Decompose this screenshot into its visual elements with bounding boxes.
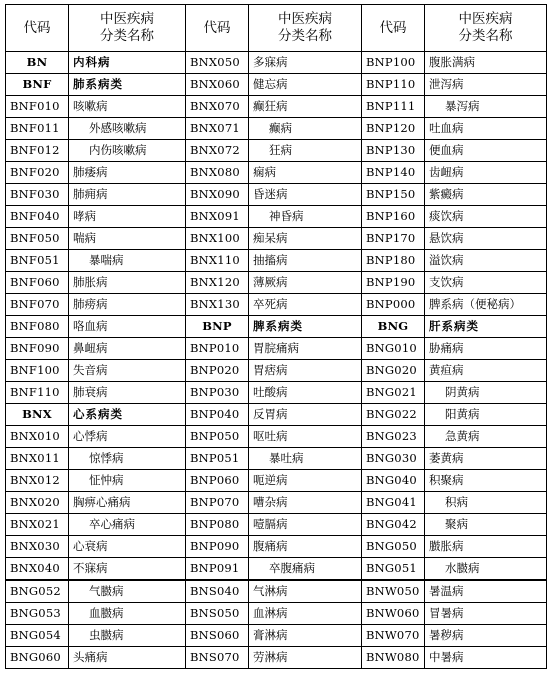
disease-name-cell: 胃痞病 [249, 360, 362, 382]
disease-name-cell: 神昏病 [249, 206, 362, 228]
disease-name-cell: 喘病 [69, 228, 186, 250]
disease-name-cell: 痫病 [249, 162, 362, 184]
disease-code-cell: BNF110 [6, 382, 69, 404]
disease-code-cell: BNP091 [186, 558, 249, 581]
disease-name-cell: 中暑病 [425, 647, 547, 669]
disease-name-cell: 胁痛病 [425, 338, 547, 360]
disease-code-cell: BNP100 [362, 52, 425, 74]
disease-name-cell: 呃逆病 [249, 470, 362, 492]
disease-name-cell: 多寐病 [249, 52, 362, 74]
disease-name-cell: 气淋病 [249, 580, 362, 603]
table-row [6, 580, 547, 603]
table-row [6, 184, 547, 206]
disease-name-cell: 聚病 [425, 514, 547, 536]
disease-code-cell: BNP130 [362, 140, 425, 162]
disease-code-cell: BNX070 [186, 96, 249, 118]
table-row [6, 426, 547, 448]
disease-code-cell: BNG010 [362, 338, 425, 360]
disease-code-cell: BNS050 [186, 603, 249, 625]
disease-name-cell: 暑温病 [425, 580, 547, 603]
table-row [6, 382, 547, 404]
disease-code-cell: BNF011 [6, 118, 69, 140]
disease-name-cell: 咳嗽病 [69, 96, 186, 118]
disease-code-cell: BNG051 [362, 558, 425, 581]
disease-code-cell: BNP120 [362, 118, 425, 140]
table-row [6, 294, 547, 316]
disease-name-cell: 呕吐病 [249, 426, 362, 448]
disease-code-cell: BNX011 [6, 448, 69, 470]
column-header-code: 代码 [6, 5, 69, 52]
disease-code-cell: BNP110 [362, 74, 425, 96]
category-name-cell: 内科病 [69, 52, 186, 74]
disease-name-cell: 劳淋病 [249, 647, 362, 669]
disease-code-cell: BNX010 [6, 426, 69, 448]
disease-name-cell: 支饮病 [425, 272, 547, 294]
disease-code-cell: BNX040 [6, 558, 69, 581]
table-row [6, 625, 547, 647]
category-name-cell: 肺系病类 [69, 74, 186, 96]
disease-code-cell: BNX012 [6, 470, 69, 492]
disease-code-cell: BNF100 [6, 360, 69, 382]
disease-code-cell: BNG060 [6, 647, 69, 669]
disease-name-cell: 肺痈病 [69, 184, 186, 206]
column-header-name-line2: 分类名称 [458, 28, 513, 44]
table-row [6, 250, 547, 272]
disease-name-cell: 失音病 [69, 360, 186, 382]
disease-code-cell: BNW080 [362, 647, 425, 669]
disease-code-cell: BNX080 [186, 162, 249, 184]
disease-code-cell: BNX020 [6, 492, 69, 514]
disease-code-cell: BNF030 [6, 184, 69, 206]
disease-name-cell: 腹痛病 [249, 536, 362, 558]
disease-code-cell: BNX091 [186, 206, 249, 228]
table-row [6, 448, 547, 470]
disease-code-cell: BNG053 [6, 603, 69, 625]
column-header-name-line2: 分类名称 [100, 28, 154, 44]
disease-name-cell: 肺衰病 [69, 382, 186, 404]
disease-name-cell: 积病 [425, 492, 547, 514]
disease-name-cell: 便血病 [425, 140, 547, 162]
disease-name-cell: 溢饮病 [425, 250, 547, 272]
disease-name-cell: 癫狂病 [249, 96, 362, 118]
disease-name-cell: 内伤咳嗽病 [69, 140, 186, 162]
disease-code-cell: BNX100 [186, 228, 249, 250]
table-row [6, 206, 547, 228]
disease-name-cell: 急黄病 [425, 426, 547, 448]
table-row [6, 536, 547, 558]
table-row [6, 52, 547, 74]
disease-name-cell: 吐酸病 [249, 382, 362, 404]
category-code-cell: BNG [362, 316, 425, 338]
disease-code-cell: BNX071 [186, 118, 249, 140]
disease-name-cell: 健忘病 [249, 74, 362, 96]
disease-name-cell: 头痛病 [69, 647, 186, 669]
column-header-name-line1: 中医疾病 [278, 11, 332, 27]
table-row [6, 647, 547, 669]
disease-code-cell: BNF051 [6, 250, 69, 272]
disease-name-cell: 阳黄病 [425, 404, 547, 426]
disease-code-cell: BNX130 [186, 294, 249, 316]
disease-name-cell: 咯血病 [69, 316, 186, 338]
disease-code-cell: BNF070 [6, 294, 69, 316]
disease-name-cell: 惊悸病 [69, 448, 186, 470]
table-row [6, 96, 547, 118]
disease-code-cell: BNF020 [6, 162, 69, 184]
column-header-name [425, 5, 547, 52]
disease-name-cell: 卒腹痛病 [249, 558, 362, 581]
disease-code-cell: BNW070 [362, 625, 425, 647]
disease-code-cell: BNP040 [186, 404, 249, 426]
disease-name-cell: 胸痹心痛病 [69, 492, 186, 514]
disease-name-cell: 冒暑病 [425, 603, 547, 625]
table-row [6, 360, 547, 382]
disease-name-cell: 心衰病 [69, 536, 186, 558]
disease-name-cell: 嘈杂病 [249, 492, 362, 514]
disease-name-cell: 昏迷病 [249, 184, 362, 206]
disease-name-cell: 泄泻病 [425, 74, 547, 96]
category-name-cell: 心系病类 [69, 404, 186, 426]
disease-code-cell: BNP190 [362, 272, 425, 294]
disease-code-cell: BNX060 [186, 74, 249, 96]
table-row [6, 118, 547, 140]
table-row [6, 74, 547, 96]
disease-name-cell: 胃脘痛病 [249, 338, 362, 360]
disease-code-cell: BNP000 [362, 294, 425, 316]
disease-code-cell: BNG040 [362, 470, 425, 492]
column-header-code: 代码 [186, 5, 249, 52]
column-header-name [249, 5, 362, 52]
disease-name-cell: 脾系病（便秘病） [425, 294, 547, 316]
disease-code-cell: BNX090 [186, 184, 249, 206]
disease-code-cell: BNF012 [6, 140, 69, 162]
disease-code-cell: BNP051 [186, 448, 249, 470]
category-code-cell: BNX [6, 404, 69, 426]
disease-code-cell: BNF040 [6, 206, 69, 228]
disease-code-cell: BNF090 [6, 338, 69, 360]
disease-code-cell: BNF010 [6, 96, 69, 118]
column-header-name-line2: 分类名称 [278, 28, 332, 44]
disease-name-cell: 血淋病 [249, 603, 362, 625]
disease-code-cell: BNS070 [186, 647, 249, 669]
disease-code-cell: BNP080 [186, 514, 249, 536]
disease-name-cell: 噎膈病 [249, 514, 362, 536]
table-row [6, 140, 547, 162]
disease-name-cell: 臌胀病 [425, 536, 547, 558]
disease-code-cell: BNP060 [186, 470, 249, 492]
disease-code-cell: BNG050 [362, 536, 425, 558]
disease-code-cell: BNG021 [362, 382, 425, 404]
disease-code-cell: BNP020 [186, 360, 249, 382]
disease-name-cell: 痰饮病 [425, 206, 547, 228]
disease-name-cell: 薄厥病 [249, 272, 362, 294]
disease-code-cell: BNX050 [186, 52, 249, 74]
disease-code-cell: BNW060 [362, 603, 425, 625]
disease-name-cell: 反胃病 [249, 404, 362, 426]
category-code-cell: BNF [6, 74, 69, 96]
table-row [6, 272, 547, 294]
disease-code-cell: BNX021 [6, 514, 69, 536]
disease-code-cell: BNG023 [362, 426, 425, 448]
disease-code-cell: BNS060 [186, 625, 249, 647]
disease-code-cell: BNS040 [186, 580, 249, 603]
disease-code-cell: BNP111 [362, 96, 425, 118]
disease-code-cell: BNX030 [6, 536, 69, 558]
disease-name-cell: 积聚病 [425, 470, 547, 492]
column-header-name-line1: 中医疾病 [100, 11, 154, 27]
disease-name-cell: 痴呆病 [249, 228, 362, 250]
table-row [6, 338, 547, 360]
disease-code-cell: BNP030 [186, 382, 249, 404]
disease-name-cell: 怔忡病 [69, 470, 186, 492]
category-name-cell: 脾系病类 [249, 316, 362, 338]
disease-name-cell: 外感咳嗽病 [69, 118, 186, 140]
disease-name-cell: 气臌病 [69, 580, 186, 603]
disease-name-cell: 哮病 [69, 206, 186, 228]
table-row [6, 514, 547, 536]
disease-name-cell: 肺胀病 [69, 272, 186, 294]
disease-code-cell: BNX110 [186, 250, 249, 272]
category-name-cell: 肝系病类 [425, 316, 547, 338]
table-row [6, 603, 547, 625]
disease-name-cell: 萎黄病 [425, 448, 547, 470]
disease-name-cell: 阴黄病 [425, 382, 547, 404]
column-header-name-line1: 中医疾病 [458, 11, 513, 27]
table-row [6, 404, 547, 426]
disease-code-cell: BNP160 [362, 206, 425, 228]
disease-code-cell: BNP180 [362, 250, 425, 272]
disease-name-cell: 黄疸病 [425, 360, 547, 382]
disease-name-cell: 悬饮病 [425, 228, 547, 250]
disease-name-cell: 不寐病 [69, 558, 186, 581]
disease-code-cell: BNP140 [362, 162, 425, 184]
disease-code-cell: BNF080 [6, 316, 69, 338]
disease-code-cell: BNF050 [6, 228, 69, 250]
disease-name-cell: 血臌病 [69, 603, 186, 625]
disease-code-cell: BNF060 [6, 272, 69, 294]
disease-name-cell: 抽搐病 [249, 250, 362, 272]
disease-code-cell: BNG022 [362, 404, 425, 426]
disease-name-cell: 卒死病 [249, 294, 362, 316]
disease-name-cell: 吐血病 [425, 118, 547, 140]
disease-code-cell: BNG052 [6, 580, 69, 603]
disease-name-cell: 水臌病 [425, 558, 547, 581]
disease-code-cell: BNP070 [186, 492, 249, 514]
disease-name-cell: 齿衄病 [425, 162, 547, 184]
disease-name-cell: 狂病 [249, 140, 362, 162]
disease-name-cell: 暴吐病 [249, 448, 362, 470]
disease-code-cell: BNG030 [362, 448, 425, 470]
table-row [6, 162, 547, 184]
table-row [6, 558, 547, 581]
disease-name-cell: 暴喘病 [69, 250, 186, 272]
disease-code-cell: BNG054 [6, 625, 69, 647]
disease-name-cell: 暑秽病 [425, 625, 547, 647]
disease-name-cell: 癫病 [249, 118, 362, 140]
disease-name-cell: 暴泻病 [425, 96, 547, 118]
table-body [6, 52, 547, 669]
disease-code-cell: BNX072 [186, 140, 249, 162]
disease-name-cell: 肺痿病 [69, 162, 186, 184]
table-row [6, 470, 547, 492]
disease-name-cell: 心悸病 [69, 426, 186, 448]
disease-name-cell: 肺痨病 [69, 294, 186, 316]
table-row [6, 492, 547, 514]
disease-code-cell: BNP090 [186, 536, 249, 558]
disease-classification-table [5, 4, 547, 669]
disease-code-cell: BNW050 [362, 580, 425, 603]
column-header-name [69, 5, 186, 52]
category-code-cell: BN [6, 52, 69, 74]
disease-code-cell: BNG020 [362, 360, 425, 382]
disease-code-cell: BNP050 [186, 426, 249, 448]
disease-code-cell: BNG042 [362, 514, 425, 536]
column-header-code: 代码 [362, 5, 425, 52]
category-code-cell: BNP [186, 316, 249, 338]
disease-name-cell: 鼻衄病 [69, 338, 186, 360]
disease-code-cell: BNP010 [186, 338, 249, 360]
disease-name-cell: 膏淋病 [249, 625, 362, 647]
table-row [6, 228, 547, 250]
disease-name-cell: 卒心痛病 [69, 514, 186, 536]
disease-code-cell: BNP150 [362, 184, 425, 206]
table-header-row [6, 5, 547, 52]
disease-code-cell: BNX120 [186, 272, 249, 294]
disease-name-cell: 紫癜病 [425, 184, 547, 206]
disease-code-cell: BNP170 [362, 228, 425, 250]
disease-name-cell: 腹胀满病 [425, 52, 547, 74]
disease-name-cell: 虫臌病 [69, 625, 186, 647]
table-row [6, 316, 547, 338]
disease-code-cell: BNG041 [362, 492, 425, 514]
